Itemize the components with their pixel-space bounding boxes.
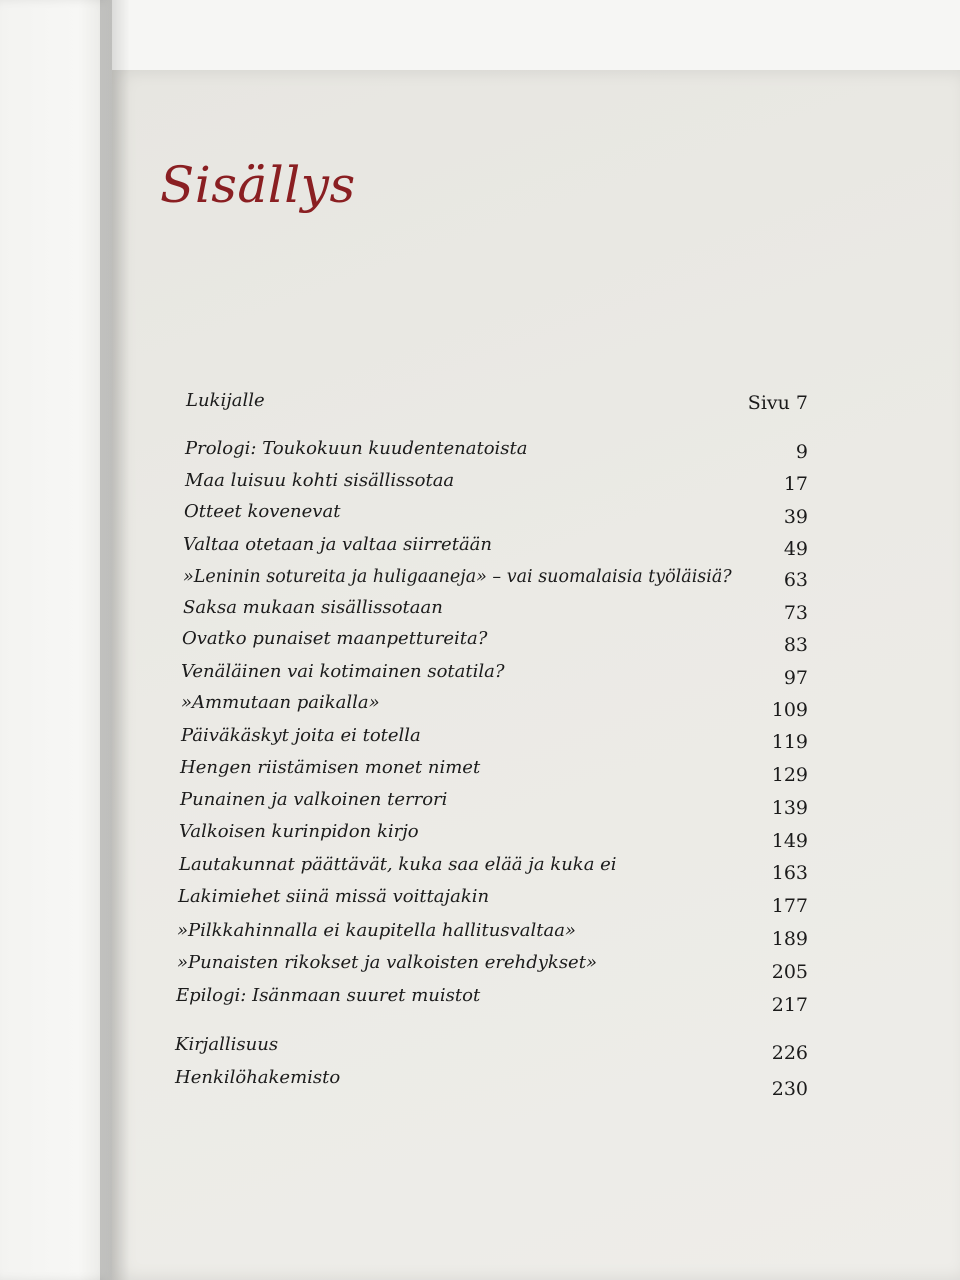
toc-entry-page: 189 — [771, 928, 808, 950]
toc-entry-page: 139 — [771, 797, 808, 819]
toc-entry-page: 63 — [783, 569, 808, 591]
toc-entry-title: Kirjallisuus — [175, 1034, 279, 1055]
toc-entry-title: »Leninin sotureita ja huligaaneja» – vai suomalaisia työläisiä? — [183, 567, 732, 587]
toc-entry-page: 149 — [771, 830, 808, 852]
toc-entry-title: Lukijalle — [186, 390, 265, 411]
toc-entry-page: 97 — [783, 667, 808, 689]
toc-entry-title: Maa luisuu kohti sisällissotaa — [185, 470, 455, 491]
toc-entry-title: Prologi: Toukokuun kuudentenatoista — [185, 438, 528, 459]
toc-entry-page: 226 — [771, 1042, 808, 1064]
toc-entry-title: Epilogi: Isänmaan suuret muistot — [176, 985, 481, 1006]
toc-entry-title: Hengen riistämisen monet nimet — [180, 757, 481, 778]
toc-entry-title: »Ammutaan paikalla» — [181, 692, 380, 713]
toc-entry-page: 17 — [783, 473, 808, 495]
toc-entry-page: 49 — [783, 538, 808, 560]
toc-entry-page: 9 — [795, 441, 808, 463]
toc-entry-page: 83 — [783, 634, 808, 656]
toc-entry-page: 217 — [771, 994, 808, 1016]
toc-entry-page: 230 — [771, 1078, 808, 1100]
toc-entry-page: 39 — [783, 506, 808, 528]
page-title: Sisällys — [160, 156, 356, 214]
toc-entry-title: Punainen ja valkoinen terrori — [180, 789, 448, 810]
toc-entry-page: 109 — [771, 699, 808, 721]
toc-entry-page: 205 — [771, 961, 808, 983]
toc-entry-page: 163 — [771, 862, 808, 884]
toc-entry-title: Päiväkäskyt joita ei totella — [181, 725, 421, 746]
toc-entry-page: 177 — [771, 895, 808, 917]
toc-entry-title: Lakimiehet siinä missä voittajakin — [178, 886, 490, 907]
toc-entry-title: Lautakunnat päättävät, kuka saa elää ja kuka ei — [179, 854, 617, 875]
toc-entry-title: Ovatko punaiset maanpettureita? — [182, 628, 488, 649]
toc-entry-title: »Pilkkahinnalla ei kaupitella hallitusvaltaa» — [177, 920, 576, 941]
toc-entry-title: »Punaisten rikokset ja valkoisten erehdykset» — [177, 952, 597, 973]
toc-entry-title: Venäläinen vai kotimainen sotatila? — [181, 661, 505, 682]
toc-entry-title: Valtaa otetaan ja valtaa siirretään — [183, 534, 492, 555]
toc-entry-page: Sivu 7 — [747, 392, 808, 414]
toc-entry-title: Saksa mukaan sisällissotaan — [183, 597, 443, 618]
toc-entry-title: Henkilöhakemisto — [175, 1067, 341, 1088]
toc-entry-page: 129 — [771, 764, 808, 786]
toc-entry-title: Valkoisen kurinpidon kirjo — [179, 821, 419, 842]
toc-entry-page: 73 — [783, 602, 808, 624]
toc-entry-title: Otteet kovenevat — [184, 501, 341, 522]
toc-entry-page: 119 — [771, 731, 808, 753]
